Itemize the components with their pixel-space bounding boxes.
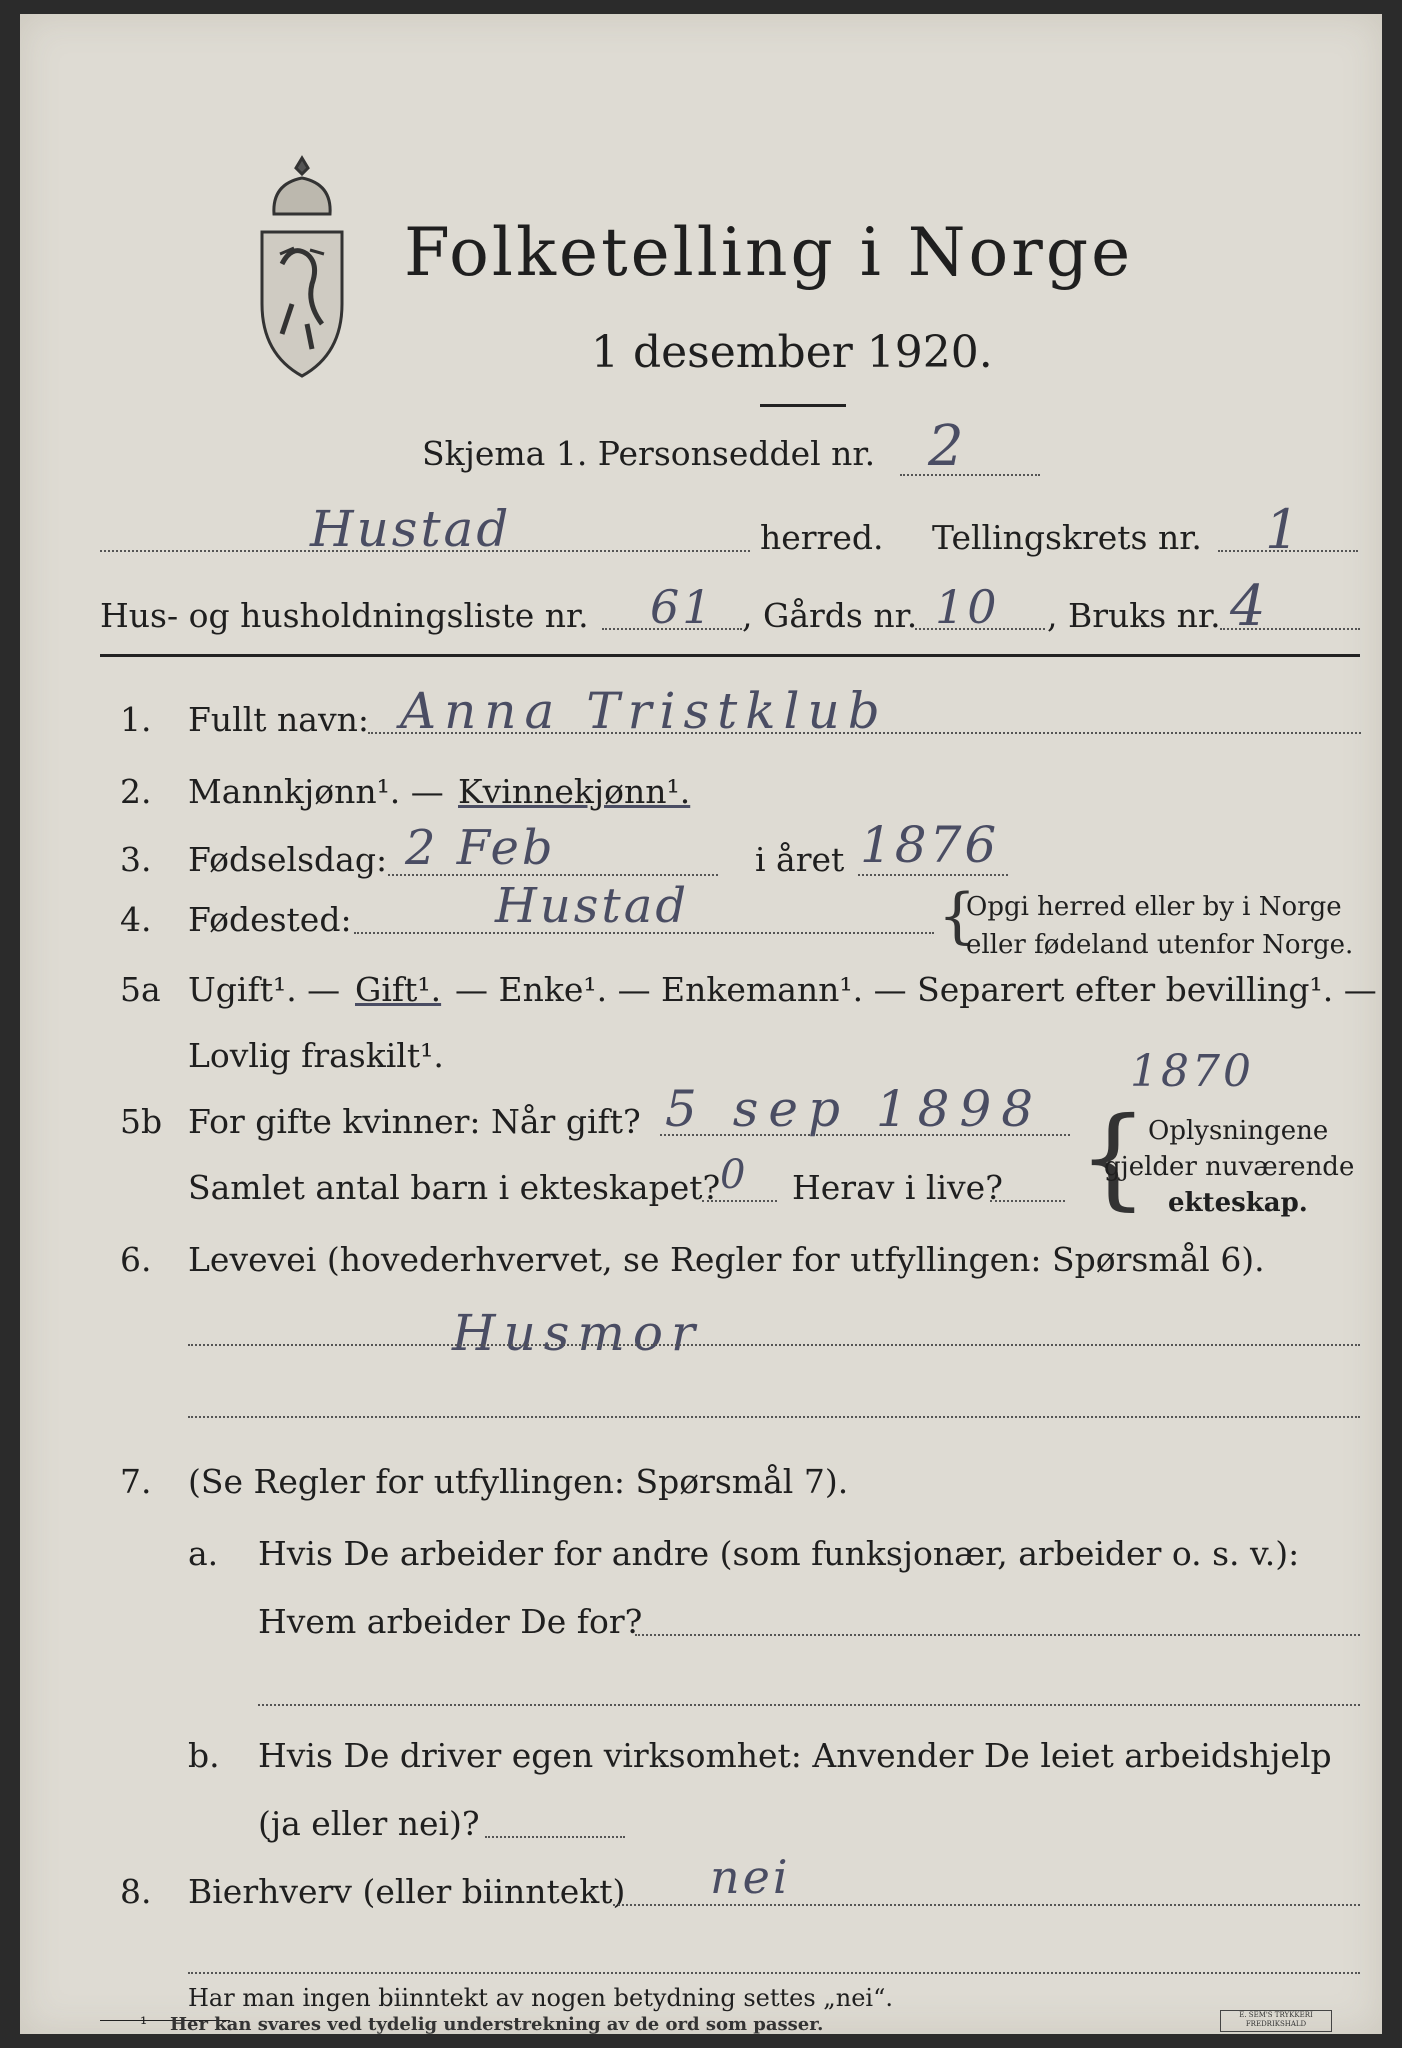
printer-stamp-text: E. SEM'S TRYKKERI FREDRIKSHALD: [1239, 2011, 1313, 2028]
q3-number: 3.: [120, 840, 152, 879]
footer-note: Har man ingen biinntekt av nogen betydning settes „nei“.: [188, 1984, 893, 2012]
q7b-field-line: [485, 1836, 625, 1838]
q2-female: Kvinnekjønn¹.: [458, 772, 691, 811]
q6-field-line-1: [188, 1344, 1360, 1346]
bruks-label: , Bruks nr.: [1047, 596, 1221, 635]
q2-male: Mannkjønn¹. —: [188, 772, 444, 811]
q5a-line2: Lovlig fraskilt¹.: [188, 1036, 444, 1075]
q7b-line2: (ja eller nei)?: [258, 1804, 480, 1843]
q5b-note-line-3: ekteskap.: [1168, 1188, 1308, 1218]
tellingskrets-value: 1: [1265, 498, 1303, 561]
q5a-ugift: Ugift¹. —: [188, 970, 341, 1009]
q7b-letter: b.: [188, 1736, 220, 1775]
q6-field-line-2: [188, 1416, 1360, 1418]
q4-label: Fødested:: [188, 900, 352, 939]
q1-value: Anna Tristklub: [400, 682, 888, 740]
header-divider: [100, 654, 1360, 657]
q5b-barn-value: 0: [720, 1152, 749, 1198]
q5b-note-line-2: gjelder nuværende: [1104, 1152, 1355, 1182]
q8-value: nei: [710, 1850, 791, 1904]
q5b-note-brace: {: [1078, 1093, 1148, 1221]
form-date: 1 desember 1920.: [591, 327, 993, 378]
q5b-note-line-1: Oplysningene: [1148, 1116, 1329, 1146]
q7-label: (Se Regler for utfyllingen: Spørsmål 7).: [188, 1462, 849, 1501]
q6-label: Levevei (hovederhvervet, se Regler for utfyllingen: Spørsmål 6).: [188, 1240, 1265, 1279]
q7-number: 7.: [120, 1462, 152, 1501]
q6-number: 6.: [120, 1240, 152, 1279]
q5a-rest: — Enke¹. — Enkemann¹. — Separert efter bevilling¹. —: [455, 970, 1377, 1009]
hus-label: Hus- og husholdningsliste nr.: [100, 596, 589, 635]
q7a-field-line-2: [258, 1704, 1360, 1706]
q3-year-field-line: [858, 874, 1008, 876]
footnote-text: Her kan svares ved tydelig understrekning av de ord som passer.: [170, 2014, 824, 2035]
norway-coat-of-arms-icon: [252, 154, 352, 384]
q7a-line2: Hvem arbeider De for?: [258, 1602, 643, 1641]
form-title: Folketelling i Norge: [404, 214, 1134, 291]
q2-number: 2.: [120, 772, 152, 811]
gards-label: , Gårds nr.: [742, 596, 918, 635]
footnote-mark: ¹: [140, 2014, 148, 2035]
census-form-page: [20, 14, 1382, 2034]
q5b-value: 5 sep 1898: [665, 1080, 1044, 1138]
q4-note-brace: {: [938, 881, 977, 951]
q8-field-line-2: [188, 1972, 1360, 1974]
tellingskrets-label: Tellingskrets nr.: [932, 518, 1202, 557]
hus-value: 61: [650, 580, 715, 634]
q6-value: Husmor: [452, 1304, 703, 1362]
q4-note-line-1: Opgi herred eller by i Norge: [966, 892, 1342, 922]
skjema-label: Skjema 1. Personseddel nr.: [422, 434, 876, 473]
q5b-number: 5b: [120, 1102, 163, 1141]
q4-value: Hustad: [495, 878, 690, 934]
q5a-gift: Gift¹.: [355, 970, 442, 1009]
q7a-letter: a.: [188, 1534, 219, 1573]
q1-label: Fullt navn:: [188, 700, 369, 739]
herred-value: Hustad: [310, 500, 512, 558]
q5b-barn-field-line: [702, 1200, 777, 1202]
q4-note-line-2: eller fødeland utenfor Norge.: [966, 930, 1354, 960]
q7a-field-line: [635, 1634, 1360, 1636]
q5b-barn-label: Samlet antal barn i ekteskapet?: [188, 1168, 721, 1207]
q5b-extra-value: 1870: [1130, 1046, 1254, 1097]
title-divider: [760, 404, 846, 407]
q3-label: Fødselsdag:: [188, 840, 388, 879]
q1-number: 1.: [120, 700, 152, 739]
q8-number: 8.: [120, 1872, 152, 1911]
q8-field-line: [613, 1904, 1360, 1906]
personseddel-value: 2: [928, 414, 967, 479]
q5b-label: For gifte kvinner: Når gift?: [188, 1102, 641, 1141]
q5a-number: 5a: [120, 970, 161, 1009]
printer-stamp: [1220, 2010, 1332, 2032]
q5b-live-field-line: [990, 1200, 1065, 1202]
q3-value: 2 Feb: [405, 820, 556, 876]
q3-year-value: 1876: [860, 816, 1000, 874]
bruks-value: 4: [1230, 574, 1269, 639]
q3-year-label: i året: [755, 840, 845, 879]
q7a-label: Hvis De arbeider for andre (som funksjonær, arbeider o. s. v.):: [258, 1534, 1300, 1573]
gards-value: 10: [935, 580, 1000, 634]
q7b-label: Hvis De driver egen virksomhet: Anvender De leiet arbeidshjelp: [258, 1736, 1332, 1775]
q5b-live-label: Herav i live?: [792, 1168, 1003, 1207]
q4-number: 4.: [120, 900, 152, 939]
herred-label: herred.: [760, 518, 884, 557]
q8-label: Bierhverv (eller biinntekt): [188, 1872, 626, 1911]
personseddel-field-line: [900, 474, 1040, 476]
